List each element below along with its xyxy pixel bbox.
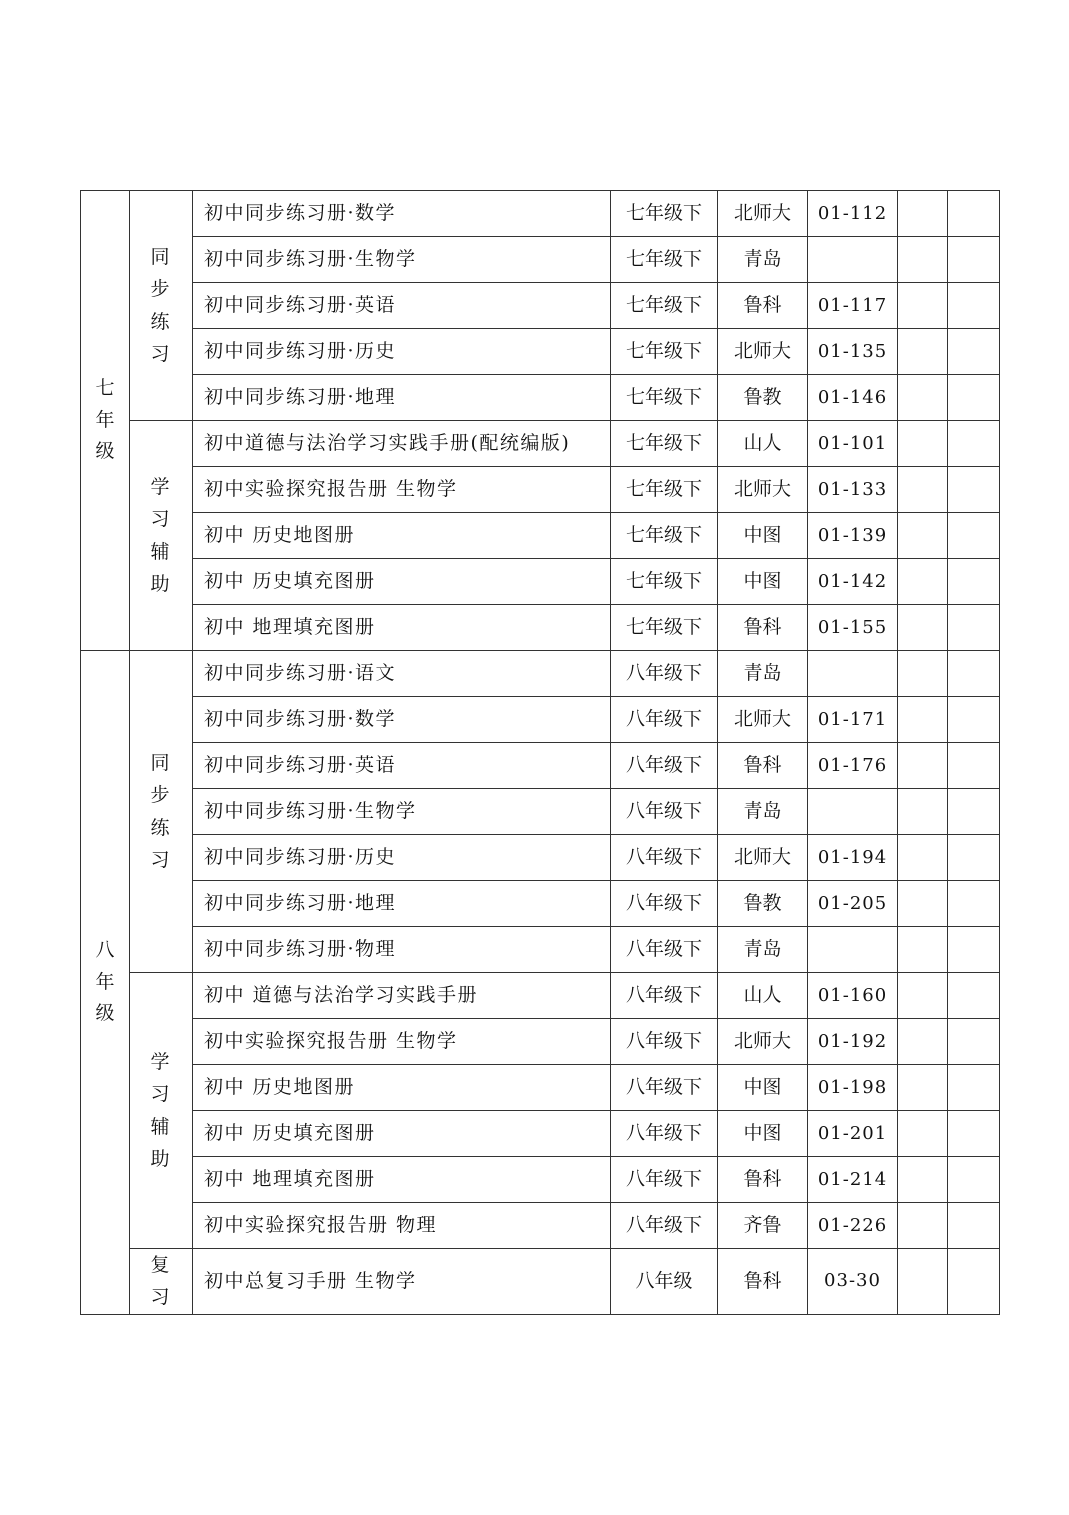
empty-cell [948,237,1000,283]
publisher-cell: 鲁科 [718,1157,808,1203]
table-row [81,375,1000,421]
table-row [81,191,1000,237]
table-row [81,421,1000,467]
grade-level-cell: 八年级下 [611,835,718,881]
empty-cell [898,697,948,743]
empty-cell [898,743,948,789]
table-row [81,1203,1000,1249]
empty-cell [898,1019,948,1065]
category-label: 学习辅助 [150,475,172,595]
grade-level-cell: 七年级下 [611,421,718,467]
empty-cell [948,605,1000,651]
table-row [81,513,1000,559]
empty-cell [898,237,948,283]
empty-cell [898,789,948,835]
table-row [81,651,1000,697]
empty-cell [898,1065,948,1111]
title-cell: 初中 地理填充图册 [193,1157,611,1203]
grade-level-cell: 七年级下 [611,191,718,237]
grade-level-cell: 八年级下 [611,973,718,1019]
empty-cell [948,973,1000,1019]
table-row [81,697,1000,743]
title-cell: 初中 历史地图册 [193,1065,611,1111]
empty-cell [898,1249,948,1315]
grade-level-cell: 八年级下 [611,881,718,927]
code-cell [808,651,898,697]
table-row [81,927,1000,973]
category-cell [130,421,193,651]
empty-cell [948,329,1000,375]
table-row [81,973,1000,1019]
category-cell [130,1249,193,1315]
table-row [81,283,1000,329]
code-cell: 01-192 [808,1019,898,1065]
title-cell: 初中同步练习册·物理 [193,927,611,973]
empty-cell [898,283,948,329]
grade-label: 七年级 [95,377,115,463]
empty-cell [948,1249,1000,1315]
code-cell [808,927,898,973]
empty-cell [898,421,948,467]
category-cell [130,651,193,973]
table-row [81,835,1000,881]
code-cell: 01-171 [808,697,898,743]
empty-cell [948,513,1000,559]
empty-cell [948,651,1000,697]
title-cell: 初中同步练习册·地理 [193,375,611,421]
code-cell [808,789,898,835]
grade-cell [81,191,130,651]
empty-cell [898,835,948,881]
title-cell: 初中实验探究报告册 生物学 [193,1019,611,1065]
grade-label: 八年级 [95,939,115,1024]
publisher-cell: 北师大 [718,697,808,743]
table-row [81,1065,1000,1111]
empty-cell [898,1157,948,1203]
publisher-cell: 鲁教 [718,881,808,927]
publisher-cell: 北师大 [718,1019,808,1065]
title-cell: 初中同步练习册·历史 [193,835,611,881]
grade-level-cell: 七年级下 [611,283,718,329]
title-cell: 初中道德与法治学习实践手册(配统编版) [193,421,611,467]
publisher-cell: 北师大 [718,467,808,513]
table-row [81,743,1000,789]
empty-cell [948,283,1000,329]
grade-level-cell: 八年级下 [611,1065,718,1111]
empty-cell [898,513,948,559]
code-cell: 01-139 [808,513,898,559]
publisher-cell: 中图 [718,1065,808,1111]
grade-level-cell: 八年级下 [611,697,718,743]
title-cell: 初中实验探究报告册 生物学 [193,467,611,513]
title-cell: 初中实验探究报告册 物理 [193,1203,611,1249]
publisher-cell: 青岛 [718,651,808,697]
empty-cell [948,191,1000,237]
empty-cell [898,881,948,927]
grade-level-cell: 七年级下 [611,467,718,513]
code-cell: 01-226 [808,1203,898,1249]
publisher-cell: 中图 [718,559,808,605]
table-row [81,789,1000,835]
table-row [81,1157,1000,1203]
textbook-table [80,190,1000,1315]
empty-cell [898,927,948,973]
table-row [81,559,1000,605]
empty-cell [898,375,948,421]
empty-cell [948,1157,1000,1203]
code-cell: 01-214 [808,1157,898,1203]
title-cell: 初中同步练习册·地理 [193,881,611,927]
empty-cell [948,1203,1000,1249]
empty-cell [898,651,948,697]
title-cell: 初中总复习手册 生物学 [193,1249,611,1315]
title-cell: 初中同步练习册·数学 [193,191,611,237]
grade-level-cell: 七年级下 [611,559,718,605]
grade-level-cell: 八年级下 [611,1157,718,1203]
grade-level-cell: 七年级下 [611,237,718,283]
empty-cell [948,789,1000,835]
table-row [81,237,1000,283]
title-cell: 初中 道德与法治学习实践手册 [193,973,611,1019]
empty-cell [898,1111,948,1157]
grade-level-cell: 八年级下 [611,1111,718,1157]
code-cell: 01-133 [808,467,898,513]
table-row [81,467,1000,513]
publisher-cell: 齐鲁 [718,1203,808,1249]
category-label: 同步练习 [150,751,172,871]
publisher-cell: 鲁科 [718,743,808,789]
title-cell: 初中 地理填充图册 [193,605,611,651]
title-cell: 初中 历史填充图册 [193,1111,611,1157]
code-cell: 01-117 [808,283,898,329]
table-body [81,191,1000,1315]
empty-cell [948,927,1000,973]
code-cell: 01-205 [808,881,898,927]
empty-cell [898,559,948,605]
empty-cell [948,1019,1000,1065]
code-cell: 01-201 [808,1111,898,1157]
empty-cell [948,1111,1000,1157]
table-row [81,329,1000,375]
table-row [81,881,1000,927]
publisher-cell: 中图 [718,513,808,559]
grade-level-cell: 八年级下 [611,927,718,973]
code-cell: 01-194 [808,835,898,881]
table-row [81,1019,1000,1065]
title-cell: 初中同步练习册·数学 [193,697,611,743]
code-cell: 01-160 [808,973,898,1019]
publisher-cell: 鲁科 [718,1249,808,1315]
grade-level-cell: 八年级下 [611,1203,718,1249]
title-cell: 初中 历史填充图册 [193,559,611,605]
empty-cell [948,559,1000,605]
publisher-cell: 山人 [718,421,808,467]
publisher-cell: 中图 [718,1111,808,1157]
grade-level-cell: 七年级下 [611,329,718,375]
category-label: 同步练习 [150,245,172,365]
publisher-cell: 山人 [718,973,808,1019]
category-label: 学习辅助 [150,1050,172,1170]
empty-cell [898,329,948,375]
title-cell: 初中同步练习册·历史 [193,329,611,375]
grade-level-cell: 八年级下 [611,789,718,835]
title-cell: 初中同步练习册·语文 [193,651,611,697]
publisher-cell: 青岛 [718,789,808,835]
empty-cell [948,881,1000,927]
empty-cell [898,191,948,237]
publisher-cell: 北师大 [718,329,808,375]
category-cell [130,973,193,1249]
publisher-cell: 青岛 [718,927,808,973]
grade-level-cell: 七年级下 [611,375,718,421]
publisher-cell: 北师大 [718,191,808,237]
empty-cell [898,467,948,513]
table-row [81,1111,1000,1157]
publisher-cell: 鲁教 [718,375,808,421]
publisher-cell: 鲁科 [718,283,808,329]
code-cell: 01-142 [808,559,898,605]
title-cell: 初中同步练习册·生物学 [193,789,611,835]
grade-level-cell: 七年级下 [611,513,718,559]
category-cell [130,191,193,421]
publisher-cell: 青岛 [718,237,808,283]
empty-cell [898,605,948,651]
category-label: 复习 [150,1254,172,1309]
empty-cell [948,697,1000,743]
grade-level-cell: 七年级下 [611,605,718,651]
table-row [81,605,1000,651]
empty-cell [948,1065,1000,1111]
empty-cell [898,973,948,1019]
publisher-cell: 北师大 [718,835,808,881]
grade-level-cell: 八年级 [611,1249,718,1315]
code-cell: 01-146 [808,375,898,421]
code-cell: 01-101 [808,421,898,467]
title-cell: 初中 历史地图册 [193,513,611,559]
code-cell: 01-176 [808,743,898,789]
code-cell: 01-155 [808,605,898,651]
grade-cell [81,651,130,1315]
empty-cell [948,467,1000,513]
empty-cell [948,375,1000,421]
grade-level-cell: 八年级下 [611,1019,718,1065]
grade-level-cell: 八年级下 [611,651,718,697]
table-row [81,1249,1000,1315]
code-cell: 03-30 [808,1249,898,1315]
empty-cell [948,421,1000,467]
code-cell: 01-135 [808,329,898,375]
empty-cell [948,743,1000,789]
title-cell: 初中同步练习册·英语 [193,743,611,789]
grade-level-cell: 八年级下 [611,743,718,789]
empty-cell [898,1203,948,1249]
empty-cell [948,835,1000,881]
code-cell: 01-198 [808,1065,898,1111]
title-cell: 初中同步练习册·英语 [193,283,611,329]
code-cell: 01-112 [808,191,898,237]
publisher-cell: 鲁科 [718,605,808,651]
title-cell: 初中同步练习册·生物学 [193,237,611,283]
code-cell [808,237,898,283]
